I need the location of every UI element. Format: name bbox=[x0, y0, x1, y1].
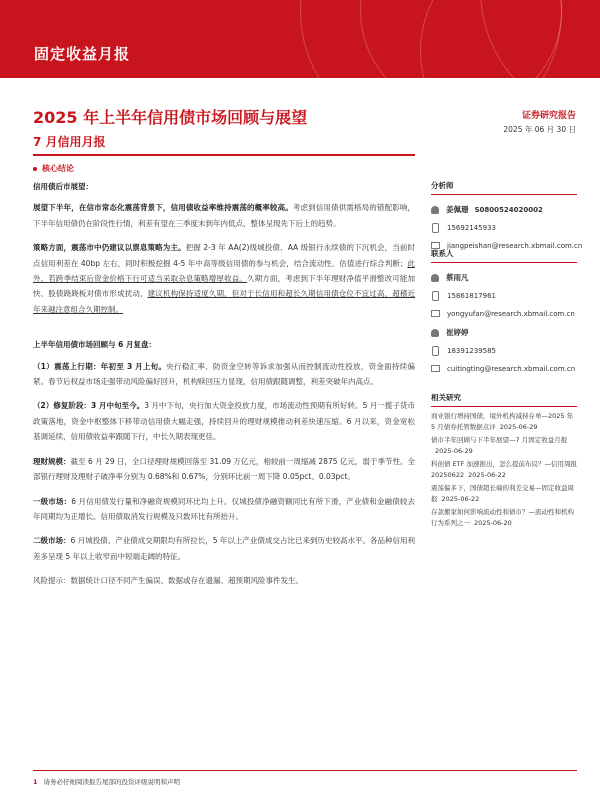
contact-card bbox=[431, 326, 577, 375]
analyst-card bbox=[431, 203, 583, 252]
paragraph-lead: 策略方面，震荡市中仍建议以票息策略为主。 bbox=[33, 243, 186, 253]
phone-icon bbox=[432, 223, 439, 233]
contact-phone: 18391239585 bbox=[447, 346, 496, 355]
related-item[interactable] bbox=[431, 435, 577, 457]
page-number: 1 bbox=[33, 778, 38, 786]
report-title: 2025 年上半年信用债市场回顾与展望 bbox=[33, 108, 308, 127]
paragraph-body: 3 月中下旬，央行加大资金投放力度，市场流动性预期有所好转。5 月一揽子货币政策落地，资金中枢整体下移带动信用债大幅走强，持续回升的理财规模推动利差快速压缩。6 月以来，资金宽松基调延续，信用债收益率跟随下行，中长久期表现更佳。 bbox=[33, 401, 415, 442]
paragraph-lead: （2）修复阶段：3 月中旬至今。 bbox=[33, 401, 145, 411]
related-title: 债市半年回顾与下半年展望—7 月固定收益月报 bbox=[431, 436, 568, 444]
analysts-heading: 分析师 bbox=[431, 180, 577, 195]
contact-row bbox=[431, 307, 577, 320]
mail-icon bbox=[431, 365, 440, 372]
paragraph-lead: 二级市场： bbox=[33, 536, 71, 546]
footer bbox=[33, 777, 180, 786]
paragraph-body: 截至 6 月 29 日，全口径理财规模回落至 31.09 万亿元，相较前一周缩减 2875 亿元，弱于季节性。全部银行理财及理财子破净率分别为 0.68%和 0.67%，分别环比前一周下降 0.05pct、0.03pct。 bbox=[33, 456, 415, 482]
section-heading: 上半年信用债市场回顾与 6 月复盘： bbox=[33, 340, 156, 350]
person-icon bbox=[431, 329, 439, 337]
related-title: 震荡偏多下，国债超长端的利差交易—固定收益周报 bbox=[431, 484, 574, 503]
paragraph bbox=[33, 359, 415, 390]
contact-phone: 15861817961 bbox=[447, 291, 496, 300]
paragraph-body: 久期方面，考虑到下半年理财净值平滑整改可能加快、股债跷跷板对债市形成扰动， bbox=[33, 274, 415, 299]
sidebar-analysts bbox=[431, 180, 583, 252]
paragraph bbox=[33, 494, 415, 525]
related-title: 科创债 ETF 加速推出，怎么提前布局？—信用周报 20250622 bbox=[431, 460, 577, 479]
contact-row bbox=[431, 362, 577, 375]
section-heading: 信用债后市展望： bbox=[33, 182, 93, 191]
related-title: 存款搬家如何影响流动性和债市？—流动性和机构行为系列之一 bbox=[431, 508, 574, 527]
related-item[interactable] bbox=[431, 459, 577, 481]
main-content bbox=[33, 179, 415, 598]
analyst-name: 姜佩珊 bbox=[446, 205, 469, 214]
paragraph-lead: 理财规模： bbox=[33, 456, 71, 466]
mail-icon bbox=[431, 310, 440, 317]
divider bbox=[33, 154, 415, 156]
analyst-row bbox=[431, 203, 577, 216]
paragraph-body: 把握 2-3 年 AA(2)级城投债、AA 级银行永续债的下沉机会，当前时点信用利差在 40bp 左右，同时积极挖掘 4-5 年中高等级信用债的参与机会，结合流动性、估值进行综合判断； bbox=[33, 243, 416, 268]
key-points-label: 核心结论 bbox=[42, 164, 74, 173]
paragraph-lead: 一级市场： bbox=[33, 496, 72, 506]
sidebar-contacts bbox=[431, 248, 577, 375]
related-date: 2025-06-20 bbox=[474, 519, 512, 527]
footer-divider bbox=[33, 770, 577, 771]
related-item[interactable] bbox=[431, 507, 577, 529]
contact-row bbox=[431, 326, 577, 339]
footer-disclaimer: 请务必仔细阅读报告尾部的投资评级说明和声明 bbox=[43, 778, 181, 786]
paragraph-body: 考虑到信用债供需格局的错配影响，下半年信用债仍在阶段性行情，利差有望在三季度末到年内低点，整体呈现先下后上的趋势。 bbox=[33, 203, 416, 228]
contact-row bbox=[431, 271, 577, 284]
contact-row bbox=[431, 344, 577, 357]
paragraph-body: 6 月城投债、产业债成交期限均有所拉长，5 年以上产业债成交占比已来到历史较高水平。各品种信用利差多呈现 5 年以上收窄而中短端走阔的特征。 bbox=[33, 536, 416, 561]
paragraph bbox=[33, 398, 415, 444]
related-date: 2025-06-29 bbox=[499, 423, 538, 431]
key-points-header bbox=[33, 163, 74, 174]
paragraph-lead: 展望下半年，在信市常态化震荡背景下，信用债收益率维持震荡的概率较高。 bbox=[33, 203, 293, 213]
related-title: 商业银行增持国债，境外机构减持存单—2025 年 5 月债券托管数据点评 bbox=[431, 412, 574, 431]
contacts-heading: 联系人 bbox=[431, 248, 577, 263]
related-list bbox=[431, 411, 577, 529]
contact-name: 崔婷婷 bbox=[446, 328, 469, 337]
underlined-text: 此外，若跨季结束后资金价格下行可适当采取杂息策略增厚收益。 bbox=[33, 258, 415, 284]
phone-icon bbox=[432, 291, 439, 301]
person-icon bbox=[431, 206, 439, 214]
paragraph bbox=[33, 454, 415, 485]
paragraph-lead: （1）震荡上行期：年初至 3 月上旬。 bbox=[33, 361, 167, 371]
related-item[interactable] bbox=[431, 411, 577, 433]
phone-icon bbox=[432, 346, 439, 356]
risk-warning: 风险提示：数据统计口径不同产生偏误、数据或存在遗漏、超预期风险事件发生。 bbox=[33, 576, 303, 586]
report-date: 2025 年 06 月 30 日 bbox=[503, 125, 576, 134]
contact-card bbox=[431, 271, 577, 320]
sidebar-related bbox=[431, 392, 577, 531]
bullet-icon bbox=[33, 167, 37, 171]
contact-name: 蔡雨凡 bbox=[446, 273, 469, 282]
analyst-row bbox=[431, 221, 577, 234]
person-icon bbox=[431, 274, 439, 282]
related-date: 2025-06-22 bbox=[468, 471, 506, 479]
report-subtitle: 7 月信用月报 bbox=[33, 135, 106, 149]
related-date: 2025-06-29 bbox=[435, 447, 473, 455]
banner-title: 固定收益月报 bbox=[34, 45, 131, 63]
contact-row bbox=[431, 289, 577, 302]
header-banner bbox=[0, 0, 600, 78]
analyst-cert: S0800524020002 bbox=[474, 205, 543, 214]
related-item[interactable] bbox=[431, 483, 577, 505]
analyst-phone: 15692145933 bbox=[447, 223, 496, 232]
underlined-text: 建议机构保持适度久期，但对于长信用和超长久期信用债仓位不宜过高，超稽近年来越注意组合久期控制。 bbox=[33, 289, 416, 314]
paragraph bbox=[33, 200, 415, 231]
paragraph bbox=[33, 240, 415, 317]
related-heading: 相关研究 bbox=[431, 392, 577, 407]
contact-email[interactable]: yongyufan@research.xbmail.com.cn bbox=[447, 309, 575, 318]
analyst-email[interactable]: jiangpeishan@research.xbmail.com.cn bbox=[447, 241, 583, 250]
paragraph bbox=[33, 533, 415, 564]
contact-email[interactable]: cuitingting@research.xbmail.com.cn bbox=[447, 364, 576, 373]
related-date: 2025-06-22 bbox=[441, 495, 480, 503]
paragraph-body: 6 月信用债发行量和净融资规模同环比均上升。仅城投债净融资额同比有所下滑，产业债和金融债较去年同期均为正增长。信用债取消发行规模及只数环比有所抬升。 bbox=[33, 496, 415, 521]
paragraph-body: 央行稳汇率、防资金空转等诉求加强从而控制流动性投放，资金面持续偏紧。春节后权益市场走强带动风险偏好回升，机构赎回压力显现，信用债跟随调整，利差突破年内高点。 bbox=[33, 361, 415, 387]
report-type: 证券研究报告 bbox=[521, 111, 576, 121]
